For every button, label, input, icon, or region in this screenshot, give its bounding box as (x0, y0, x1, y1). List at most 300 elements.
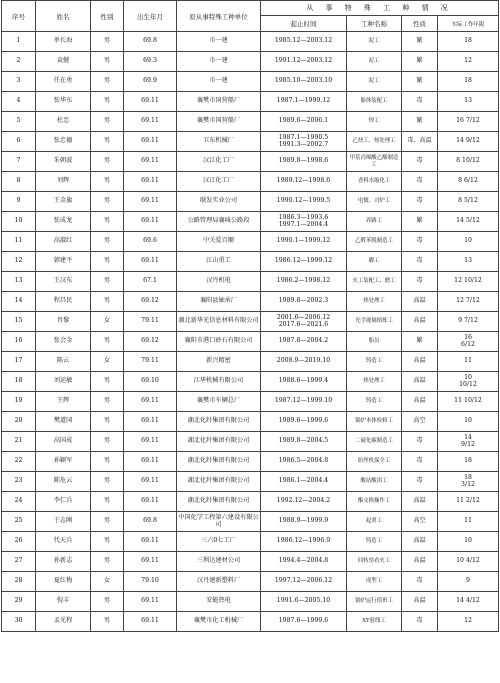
header-unit: 原从事特殊工种单位 (177, 1, 261, 32)
table-row (2, 412, 499, 432)
cell-period: 1992.12—2004.2 (261, 492, 347, 512)
header-gender: 性别 (91, 1, 124, 32)
header-name: 姓名 (36, 1, 91, 32)
table-row (2, 612, 499, 632)
table-row (2, 32, 499, 52)
cell-birth: 69.11 (124, 192, 177, 212)
cell-period: 2008.9—2019.10 (261, 352, 347, 372)
table-row (2, 332, 499, 352)
cell-unit: 湖北化纤集团有限公司 (177, 492, 261, 512)
cell-gender: 女 (91, 352, 124, 372)
cell-birth: 69.11 (124, 392, 177, 412)
cell-seq: 24 (2, 492, 36, 512)
cell-period: 1986.12—1999.12 (261, 252, 347, 272)
cell-job: 泥工 (347, 32, 402, 52)
cell-years: 18 (438, 72, 499, 92)
table-row (2, 312, 499, 332)
cell-gender: 男 (91, 192, 124, 212)
cell-job: 铸造工 (347, 532, 402, 552)
cell-years: 12 (438, 612, 499, 632)
cell-gender: 男 (91, 592, 124, 612)
cell-name: 倪丰 (36, 592, 91, 612)
cell-seq: 15 (2, 312, 36, 332)
cell-unit: 联发实业公司 (177, 192, 261, 212)
cell-period: 1989.8—2002.3 (261, 292, 347, 312)
cell-nature: 繁 (402, 72, 438, 92)
cell-nature: 高温 (402, 352, 438, 372)
cell-name: 樊道国 (36, 412, 91, 432)
cell-name: 单长海 (36, 32, 91, 52)
cell-unit: 三利达建材公司 (177, 552, 261, 572)
table-row (2, 292, 499, 312)
cell-unit: 安能热电 (177, 592, 261, 612)
table-row (2, 472, 499, 492)
cell-nature: 毒 (402, 152, 438, 172)
cell-years: 12 7/12 (438, 292, 499, 312)
cell-name: 张成龙 (36, 212, 91, 232)
cell-gender: 男 (91, 32, 124, 52)
cell-name: 张会金 (36, 332, 91, 352)
cell-unit: 湖北化纤集团有限公司 (177, 452, 261, 472)
cell-name: 杜忠 (36, 112, 91, 132)
cell-job: 电镀、司炉工 (347, 192, 402, 212)
cell-years: 12 10/12 (438, 272, 499, 292)
header-group: 从 事 特 殊 工 种 情 况 (261, 1, 499, 16)
header-seq: 序号 (2, 1, 36, 32)
table-row (2, 192, 499, 212)
cell-unit: 卫东机械厂 (177, 132, 261, 152)
cell-period: 1990.1—1999.12 (261, 232, 347, 252)
cell-job: 泥工 (347, 52, 402, 72)
cell-job: 纺丝机保全工 (347, 452, 402, 472)
cell-nature: 毒 (402, 452, 438, 472)
cell-gender: 男 (91, 552, 124, 572)
cell-seq: 5 (2, 112, 36, 132)
cell-nature: 毒 (402, 572, 438, 592)
table-row (2, 252, 499, 272)
table-row (2, 372, 499, 392)
cell-years: 14 9/12 (438, 432, 499, 452)
cell-name: 程昌民 (36, 292, 91, 312)
cell-name: 朱朝波 (36, 152, 91, 172)
cell-job: 二硫化碳制造工 (347, 432, 402, 452)
cell-birth: 69.11 (124, 412, 177, 432)
cell-unit: 中国化学工程第六建设有限公司 (177, 512, 261, 532)
table-row (2, 592, 499, 612)
cell-years: 18 (438, 32, 499, 52)
cell-nature: 繁 (402, 52, 438, 72)
table-row (2, 152, 499, 172)
cell-years: 16 7/12 (438, 112, 499, 132)
cell-birth: 79.10 (124, 572, 177, 592)
cell-unit: 市一建 (177, 72, 261, 92)
cell-birth: 69.11 (124, 252, 177, 272)
cell-birth: 69.11 (124, 552, 177, 572)
cell-name: 夏红梅 (36, 572, 91, 592)
cell-name: 代天兵 (36, 532, 91, 552)
cell-job: 乙醛苯脱制造工 (347, 232, 402, 252)
cell-name: 王金旗 (36, 192, 91, 212)
cell-nature: 毒 (402, 612, 438, 632)
table-row (2, 112, 499, 132)
cell-unit: 新兴精密 (177, 352, 261, 372)
cell-seq: 6 (2, 132, 36, 152)
cell-name: 高淑红 (36, 232, 91, 252)
cell-years: 10 (438, 232, 499, 252)
cell-gender: 女 (91, 572, 124, 592)
cell-unit: 湖北化纤集团有限公司 (177, 472, 261, 492)
cell-nature: 繁 (402, 112, 438, 132)
cell-nature: 毒 (402, 272, 438, 292)
cell-job: 热处理工 (347, 292, 402, 312)
cell-period: 1987.12—1999.10 (261, 392, 347, 412)
cell-name: 肖黎 (36, 312, 91, 332)
cell-years: 14 9/12 (438, 132, 499, 152)
cell-period: 1988.6—1999.4 (261, 372, 347, 392)
cell-name: 李仁兵 (36, 492, 91, 512)
cell-job: 铸造工 (347, 392, 402, 412)
cell-years: 11 10/12 (438, 392, 499, 412)
cell-period: 1991.6—2005.10 (261, 592, 347, 612)
cell-birth: 69.9 (124, 72, 177, 92)
cell-nature: 毒 (402, 252, 438, 272)
cell-unit: 江山重工 (177, 252, 261, 272)
cell-years: 16 6/12 (438, 332, 499, 352)
cell-name: 韩建平 (36, 252, 91, 272)
cell-years: 13 (438, 252, 499, 272)
cell-unit: 湖北化纤集团有限公司 (177, 432, 261, 452)
cell-years: 12 (438, 52, 499, 72)
cell-name: 刘运敏 (36, 372, 91, 392)
cell-years: 11 (438, 512, 499, 532)
cell-nature: 高温 (402, 592, 438, 612)
cell-seq: 9 (2, 192, 36, 212)
cell-years: 8 6/12 (438, 172, 499, 192)
cell-gender: 男 (91, 332, 124, 352)
cell-years: 13 (438, 92, 499, 112)
cell-period: 1989.8—2004.5 (261, 432, 347, 452)
cell-name: 张华东 (36, 92, 91, 112)
header-birth: 出生年月 (124, 1, 177, 32)
cell-period: 1987.6—1999.6 (261, 612, 347, 632)
cell-unit: 市一建 (177, 52, 261, 72)
cell-birth: 69.10 (124, 372, 177, 392)
cell-job: XY射线工 (347, 612, 402, 632)
cell-seq: 22 (2, 452, 36, 472)
cell-gender: 男 (91, 452, 124, 472)
cell-unit: 襄樊市车辆总厂 (177, 392, 261, 412)
cell-gender: 男 (91, 432, 124, 452)
table-row (2, 352, 499, 372)
cell-birth: 69.11 (124, 92, 177, 112)
cell-unit: 中关爱百顺 (177, 232, 261, 252)
cell-gender: 男 (91, 492, 124, 512)
cell-job: 香料水缩化工 (347, 172, 402, 192)
cell-job: 养路工 (347, 212, 402, 232)
cell-seq: 2 (2, 52, 36, 72)
cell-years: 9 (438, 572, 499, 592)
cell-job: 甲基丙烯酸乙酯制造工 (347, 152, 402, 172)
cell-years: 8 5/12 (438, 192, 499, 212)
header-period: 起止时间 (261, 16, 347, 32)
table-row (2, 272, 499, 292)
cell-birth: 69.11 (124, 592, 177, 612)
cell-period: 1994.4—2004.8 (261, 552, 347, 572)
cell-unit: 襄阳市港口砂石有限公司 (177, 332, 261, 352)
cell-gender: 男 (91, 512, 124, 532)
cell-seq: 25 (2, 512, 36, 532)
cell-unit: 襄阳县轴承厂 (177, 292, 261, 312)
cell-gender: 男 (91, 472, 124, 492)
cell-birth: 69.11 (124, 112, 177, 132)
cell-job: 船体装配工 (347, 92, 402, 112)
cell-nature: 高温 (402, 312, 438, 332)
cell-birth: 69.12 (124, 292, 177, 312)
cell-seq: 13 (2, 272, 36, 292)
cell-years: 10 (438, 412, 499, 432)
cell-birth: 69.11 (124, 432, 177, 452)
table-row (2, 172, 499, 192)
cell-unit: 湖北新华光信息材料有限公司 (177, 312, 261, 332)
cell-birth: 79.11 (124, 352, 177, 372)
cell-job: 焊工 (347, 112, 402, 132)
table-row (2, 72, 499, 92)
cell-birth: 69.11 (124, 172, 177, 192)
cell-period: 1987.1—1990.5 1991.3—2002.7 (261, 132, 347, 152)
cell-job: 乙炔工、热处理工 (347, 132, 402, 152)
cell-unit: 市一建 (177, 32, 261, 52)
cell-nature: 繁 (402, 332, 438, 352)
cell-name: 袁健 (36, 52, 91, 72)
cell-birth: 69.11 (124, 612, 177, 632)
cell-nature: 高温 (402, 532, 438, 552)
cell-job: 锅炉运行值班工 (347, 592, 402, 612)
cell-birth: 69.11 (124, 472, 177, 492)
cell-unit: 汉丹建新塑料厂 (177, 572, 261, 592)
cell-period: 1990.12—1999.5 (261, 192, 347, 212)
cell-period: 1997.12—2006.12 (261, 572, 347, 592)
cell-gender: 男 (91, 172, 124, 192)
cell-seq: 10 (2, 212, 36, 232)
table-row (2, 432, 499, 452)
cell-years: 18 (438, 452, 499, 472)
cell-years: 18 3/12 (438, 472, 499, 492)
cell-period: 1987.1—1999.12 (261, 92, 347, 112)
cell-period: 1987.8—2004.2 (261, 332, 347, 352)
cell-job: 光学玻璃熔炼工 (347, 312, 402, 332)
table-row (2, 532, 499, 552)
cell-gender: 男 (91, 412, 124, 432)
cell-birth: 79.11 (124, 312, 177, 332)
table-row (2, 572, 499, 592)
cell-years: 9 7/12 (438, 312, 499, 332)
cell-years: 10 4/12 (438, 552, 499, 572)
cell-gender: 男 (91, 72, 124, 92)
cell-nature: 高温 (402, 392, 438, 412)
cell-period: 1989.6—2006.1 (261, 112, 347, 132)
cell-name: 陈危云 (36, 472, 91, 492)
cell-gender: 女 (91, 312, 124, 332)
cell-seq: 20 (2, 412, 36, 432)
cell-years: 8 10/12 (438, 152, 499, 172)
header-job: 工种名称 (347, 16, 402, 32)
cell-seq: 18 (2, 372, 36, 392)
cell-seq: 16 (2, 332, 36, 352)
cell-gender: 男 (91, 272, 124, 292)
special-work-table (1, 0, 499, 632)
cell-seq: 27 (2, 552, 36, 572)
cell-gender: 男 (91, 372, 124, 392)
cell-gender: 男 (91, 212, 124, 232)
cell-period: 1985.12—2003.12 (261, 32, 347, 52)
cell-gender: 男 (91, 52, 124, 72)
cell-period: 1986.12—1996.9 (261, 532, 347, 552)
cell-nature: 毒 (402, 232, 438, 252)
cell-period: 1986.1—2004.4 (261, 472, 347, 492)
cell-seq: 23 (2, 472, 36, 492)
cell-job: 起重工 (347, 512, 402, 532)
cell-nature: 毒 (402, 92, 438, 112)
cell-gender: 男 (91, 292, 124, 312)
cell-job: 回转窑看火工 (347, 552, 402, 572)
cell-seq: 14 (2, 292, 36, 312)
cell-birth: 67.1 (124, 272, 177, 292)
cell-nature: 繁 (402, 212, 438, 232)
table-row (2, 52, 499, 72)
cell-years: 14 4/12 (438, 592, 499, 612)
cell-gender: 男 (91, 152, 124, 172)
cell-unit: 襄樊市国营船厂 (177, 92, 261, 112)
cell-birth: 69.8 (124, 512, 177, 532)
table-row (2, 492, 499, 512)
cell-nature: 高空 (402, 412, 438, 432)
cell-name: 于志刚 (36, 512, 91, 532)
cell-unit: 江华机械有限公司 (177, 372, 261, 392)
cell-birth: 69.11 (124, 492, 177, 512)
cell-period: 1986.3—1993.6 1997.1—2004.4 (261, 212, 347, 232)
cell-nature: 高温 (402, 552, 438, 572)
cell-years: 10 (438, 532, 499, 552)
cell-gender: 男 (91, 252, 124, 272)
cell-unit: 襄樊市国营船厂 (177, 112, 261, 132)
cell-seq: 28 (2, 572, 36, 592)
cell-name: 张忠德 (36, 132, 91, 152)
table-row (2, 392, 499, 412)
table-row (2, 132, 499, 152)
cell-unit: 汉丹机电 (177, 272, 261, 292)
cell-job: 成型工 (347, 572, 402, 592)
cell-gender: 男 (91, 232, 124, 252)
cell-gender: 男 (91, 92, 124, 112)
cell-name: 高国成 (36, 432, 91, 452)
cell-name: 孙新志 (36, 552, 91, 572)
cell-unit: 湖北化纤集团有限公司 (177, 412, 261, 432)
cell-period: 1986.5—2004.8 (261, 452, 347, 472)
cell-birth: 69.12 (124, 332, 177, 352)
cell-birth: 69.6 (124, 232, 177, 252)
cell-seq: 30 (2, 612, 36, 632)
cell-job: 铸造工 (347, 352, 402, 372)
cell-seq: 29 (2, 592, 36, 612)
cell-birth: 69.11 (124, 132, 177, 152)
cell-gender: 男 (91, 392, 124, 412)
cell-nature: 毒 (402, 472, 438, 492)
cell-period: 1989.12—1998.6 (261, 172, 347, 192)
cell-nature: 高温 (402, 492, 438, 512)
cell-birth: 69.8 (124, 32, 177, 52)
table-row (2, 232, 499, 252)
cell-nature: 毒 (402, 432, 438, 452)
cell-name: 王辉 (36, 392, 91, 412)
cell-nature: 高温 (402, 372, 438, 392)
table-row (2, 512, 499, 532)
cell-job: 火工装配工、磨工 (347, 272, 402, 292)
table-row (2, 92, 499, 112)
cell-years: 11 (438, 352, 499, 372)
cell-seq: 7 (2, 152, 36, 172)
cell-period: 1986.2—1998.12 (261, 272, 347, 292)
cell-birth: 69.11 (124, 212, 177, 232)
cell-nature: 毒 (402, 192, 438, 212)
cell-unit: 襄樊市化工机械厂 (177, 612, 261, 632)
cell-seq: 3 (2, 72, 36, 92)
cell-job: 酯交换操作工 (347, 492, 402, 512)
table-row (2, 452, 499, 472)
cell-nature: 毒 (402, 172, 438, 192)
cell-period: 1989.6—1999.6 (261, 412, 347, 432)
cell-seq: 8 (2, 172, 36, 192)
cell-seq: 21 (2, 432, 36, 452)
cell-unit: 公路管理局襄城公路段 (177, 212, 261, 232)
cell-nature: 高温 (402, 292, 438, 312)
cell-name: 任在勇 (36, 72, 91, 92)
header-nature: 性质 (402, 16, 438, 32)
cell-period: 1988.9—1999.9 (261, 512, 347, 532)
cell-birth: 69.11 (124, 452, 177, 472)
cell-name: 王汉东 (36, 272, 91, 292)
cell-seq: 11 (2, 232, 36, 252)
cell-gender: 男 (91, 112, 124, 132)
cell-seq: 4 (2, 92, 36, 112)
cell-job: 酸站酸浴工 (347, 472, 402, 492)
cell-nature: 高空 (402, 512, 438, 532)
cell-gender: 男 (91, 612, 124, 632)
cell-seq: 17 (2, 352, 36, 372)
cell-job: 泥工 (347, 72, 402, 92)
cell-name: 陈云 (36, 352, 91, 372)
cell-nature: 毒、高温 (402, 132, 438, 152)
cell-seq: 26 (2, 532, 36, 552)
table-row (2, 212, 499, 232)
cell-name: 孟光程 (36, 612, 91, 632)
cell-nature: 繁 (402, 32, 438, 52)
cell-name: 孙颖军 (36, 452, 91, 472)
cell-birth: 69.11 (124, 532, 177, 552)
cell-seq: 19 (2, 392, 36, 412)
table-body (2, 32, 499, 632)
cell-job: 脚工 (347, 252, 402, 272)
cell-gender: 男 (91, 132, 124, 152)
cell-unit: 汉江化工厂 (177, 172, 261, 192)
cell-gender: 男 (91, 532, 124, 552)
cell-period: 1985.10—2003.10 (261, 72, 347, 92)
cell-period: 2001.6—2006.12 2017.6—2021.6 (261, 312, 347, 332)
cell-job: 热处理工 (347, 372, 402, 392)
table-row (2, 552, 499, 572)
cell-job: 船员 (347, 332, 402, 352)
cell-job: 锅炉本体检修工 (347, 412, 402, 432)
cell-birth: 69.11 (124, 152, 177, 172)
